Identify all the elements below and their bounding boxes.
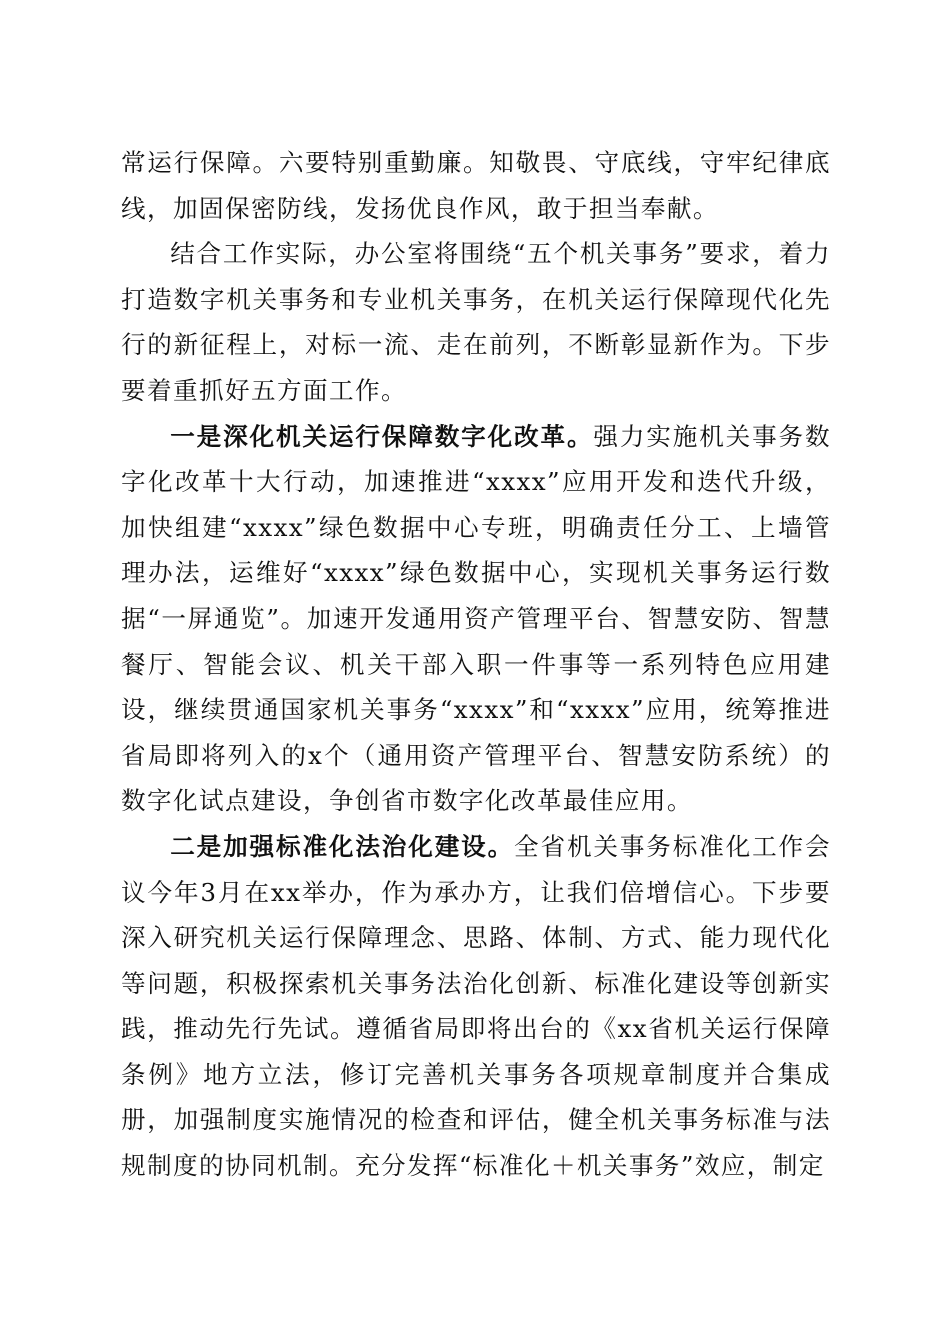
paragraph-heading: 二是加强标准化法治化建设。 [170, 831, 515, 861]
paragraph-standardization [121, 824, 831, 1189]
paragraph-text: 全省机关事务标准化工作会议今年3月在xx举办，作为承办方，让我们倍增信心。下步要深入研究机关运行保障理念、思路、体制、方式、能力现代化等问题，积极探索机关事务法治化创新、标准化建设等创新实践，推动先行先试。遵循省局即将出台的《xx省机关运行保障条例》地方立法，修订完善机关事务各项规章制度并合集成册，加强制度实施情况的检查和评估，健全机关事务标准与法规制度的协同机制。充分发挥“标准化＋机关事务”效应，制定 [121, 831, 831, 1181]
paragraph-heading: 一是深化机关运行保障数字化改革。 [170, 421, 594, 451]
paragraph-text: 常运行保障。六要特别重勤廉。知敬畏、守底线，守牢纪律底线，加固保密防线，发扬优良作风，敢于担当奉献。 [121, 148, 831, 223]
paragraph-text: 强力实施机关事务数字化改革十大行动，加速推进“xxxx”应用开发和迭代升级，加快组建“xxxx”绿色数据中心专班，明确责任分工、上墙管理办法，运维好“xxxx”绿色数据中心，实现机关事务运行数据“一屏通览”。加速开发通用资产管理平台、智慧安防、智慧餐厅、智能会议、机关干部入职一件事等一系列特色应用建设，继续贯通国家机关事务“xxxx”和“xxxx”应用，统筹推进省局即将列入的x个（通用资产管理平台、智慧安防系统）的数字化试点建设，争创省市数字化改革最佳应用。 [121, 421, 831, 816]
paragraph-digital-reform [121, 414, 831, 824]
paragraph-work-plan-intro [121, 231, 831, 413]
paragraph-continuation [121, 140, 831, 231]
paragraph-text: 结合工作实际，办公室将围绕“五个机关事务”要求，着力打造数字机关事务和专业机关事务，在机关运行保障现代化先行的新征程上，对标一流、走在前列，不断彰显新作为。下步要着重抓好五方面工作。 [121, 239, 831, 405]
document-page [121, 140, 831, 1189]
